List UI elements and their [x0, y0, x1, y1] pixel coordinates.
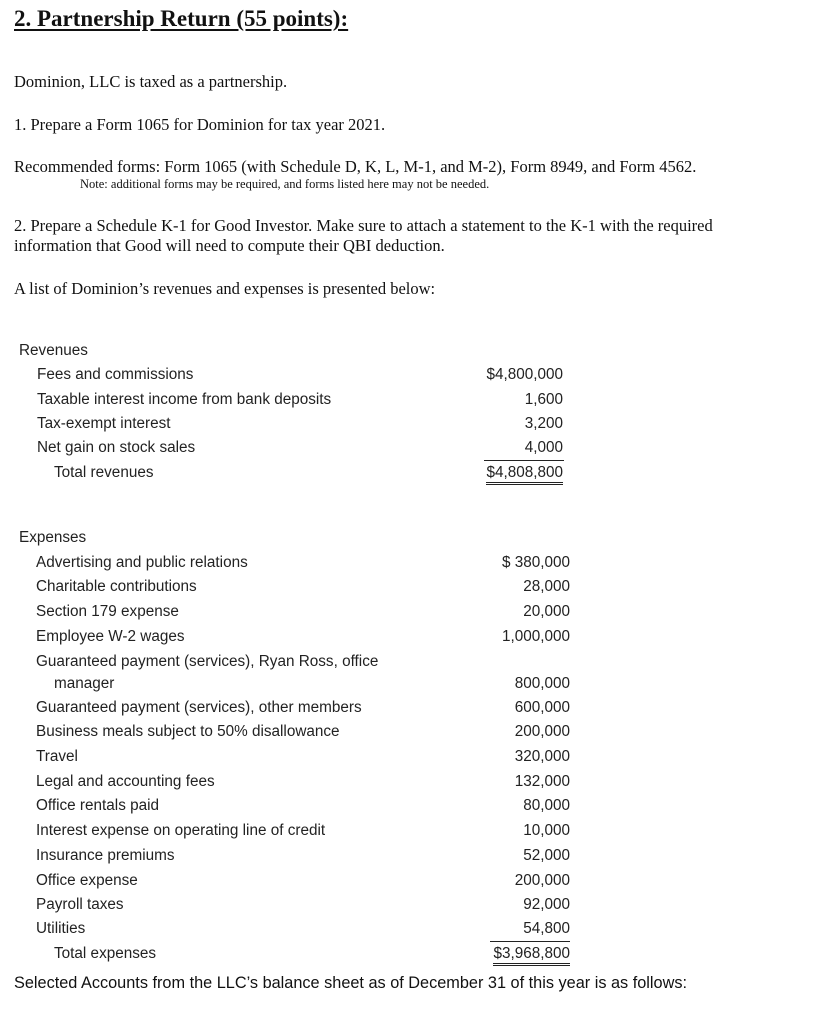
expense-amount: 200,000 — [514, 872, 570, 889]
revenue-label: Taxable interest income from bank deposits — [37, 391, 332, 408]
total-expenses-amount: $3,968,800 — [493, 945, 570, 966]
expense-amount: $ 380,000 — [501, 554, 570, 571]
expense-label: Interest expense on operating line of credit — [36, 822, 326, 839]
expense-label: Employee W-2 wages — [36, 628, 185, 645]
subtotal-rule — [484, 460, 564, 461]
expense-amount: 28,000 — [523, 578, 570, 595]
subtotal-rule — [490, 941, 570, 942]
expenses-heading: Expenses — [19, 529, 87, 546]
expense-label: Insurance premiums — [36, 847, 175, 864]
expense-amount: 1,000,000 — [501, 628, 570, 645]
expense-label: Guaranteed payment (services), Ryan Ross, office — [36, 653, 379, 670]
total-revenues-label: Total revenues — [54, 464, 154, 481]
revenue-amount: 1,600 — [524, 391, 563, 408]
total-expenses-label: Total expenses — [54, 945, 157, 962]
task-2-line-2: information that Good will need to compute their QBI deduction. — [14, 236, 445, 255]
expense-label: Office expense — [36, 872, 138, 889]
expense-label-continued: manager — [54, 675, 115, 692]
task-2-line-1: 2. Prepare a Schedule K-1 for Good Investor. Make sure to attach a statement to the K-1 with the required — [14, 216, 713, 235]
note-text: Note: additional forms may be required, and forms listed here may not be needed. — [80, 177, 490, 191]
list-intro-text: A list of Dominion’s revenues and expenses is presented below: — [14, 279, 436, 298]
revenue-label: Net gain on stock sales — [37, 439, 196, 456]
expense-amount: 600,000 — [514, 699, 570, 716]
expense-label: Section 179 expense — [36, 603, 179, 620]
revenue-label: Fees and commissions — [37, 366, 194, 383]
expense-label: Office rentals paid — [36, 797, 160, 814]
expense-amount: 92,000 — [523, 896, 570, 913]
expense-amount: 52,000 — [523, 847, 570, 864]
intro-text: Dominion, LLC is taxed as a partnership. — [14, 72, 288, 91]
expense-amount: 132,000 — [514, 773, 570, 790]
task-1-text: 1. Prepare a Form 1065 for Dominion for tax year 2021. — [14, 115, 386, 134]
expense-label: Charitable contributions — [36, 578, 197, 595]
revenues-heading: Revenues — [19, 342, 88, 359]
revenue-amount: $4,800,000 — [486, 366, 563, 383]
expense-amount: 54,800 — [523, 920, 570, 937]
total-revenues-amount: $4,808,800 — [486, 464, 563, 485]
page-title: 2. Partnership Return (55 points): — [14, 6, 349, 31]
revenue-amount: 4,000 — [524, 439, 563, 456]
expense-amount: 200,000 — [514, 723, 570, 740]
balance-sheet-intro: Selected Accounts from the LLC’s balance sheet as of December 31 of this year is as follows: — [14, 974, 688, 992]
recommended-forms-text: Recommended forms: Form 1065 (with Schedule D, K, L, M-1, and M-2), Form 8949, and Form 4562. — [14, 157, 697, 176]
expense-amount: 80,000 — [523, 797, 570, 814]
expense-label: Travel — [36, 748, 78, 765]
expense-label: Legal and accounting fees — [36, 773, 215, 790]
expense-label: Advertising and public relations — [36, 554, 248, 571]
expense-label: Payroll taxes — [36, 896, 124, 913]
expense-amount: 20,000 — [523, 603, 570, 620]
expense-amount: 10,000 — [523, 822, 570, 839]
expense-label: Business meals subject to 50% disallowance — [36, 723, 340, 740]
expense-label: Guaranteed payment (services), other members — [36, 699, 362, 716]
expense-amount: 800,000 — [514, 675, 570, 692]
revenue-amount: 3,200 — [524, 415, 563, 432]
revenue-label: Tax-exempt interest — [37, 415, 171, 432]
expense-label: Utilities — [36, 920, 86, 937]
expense-amount: 320,000 — [514, 748, 570, 765]
